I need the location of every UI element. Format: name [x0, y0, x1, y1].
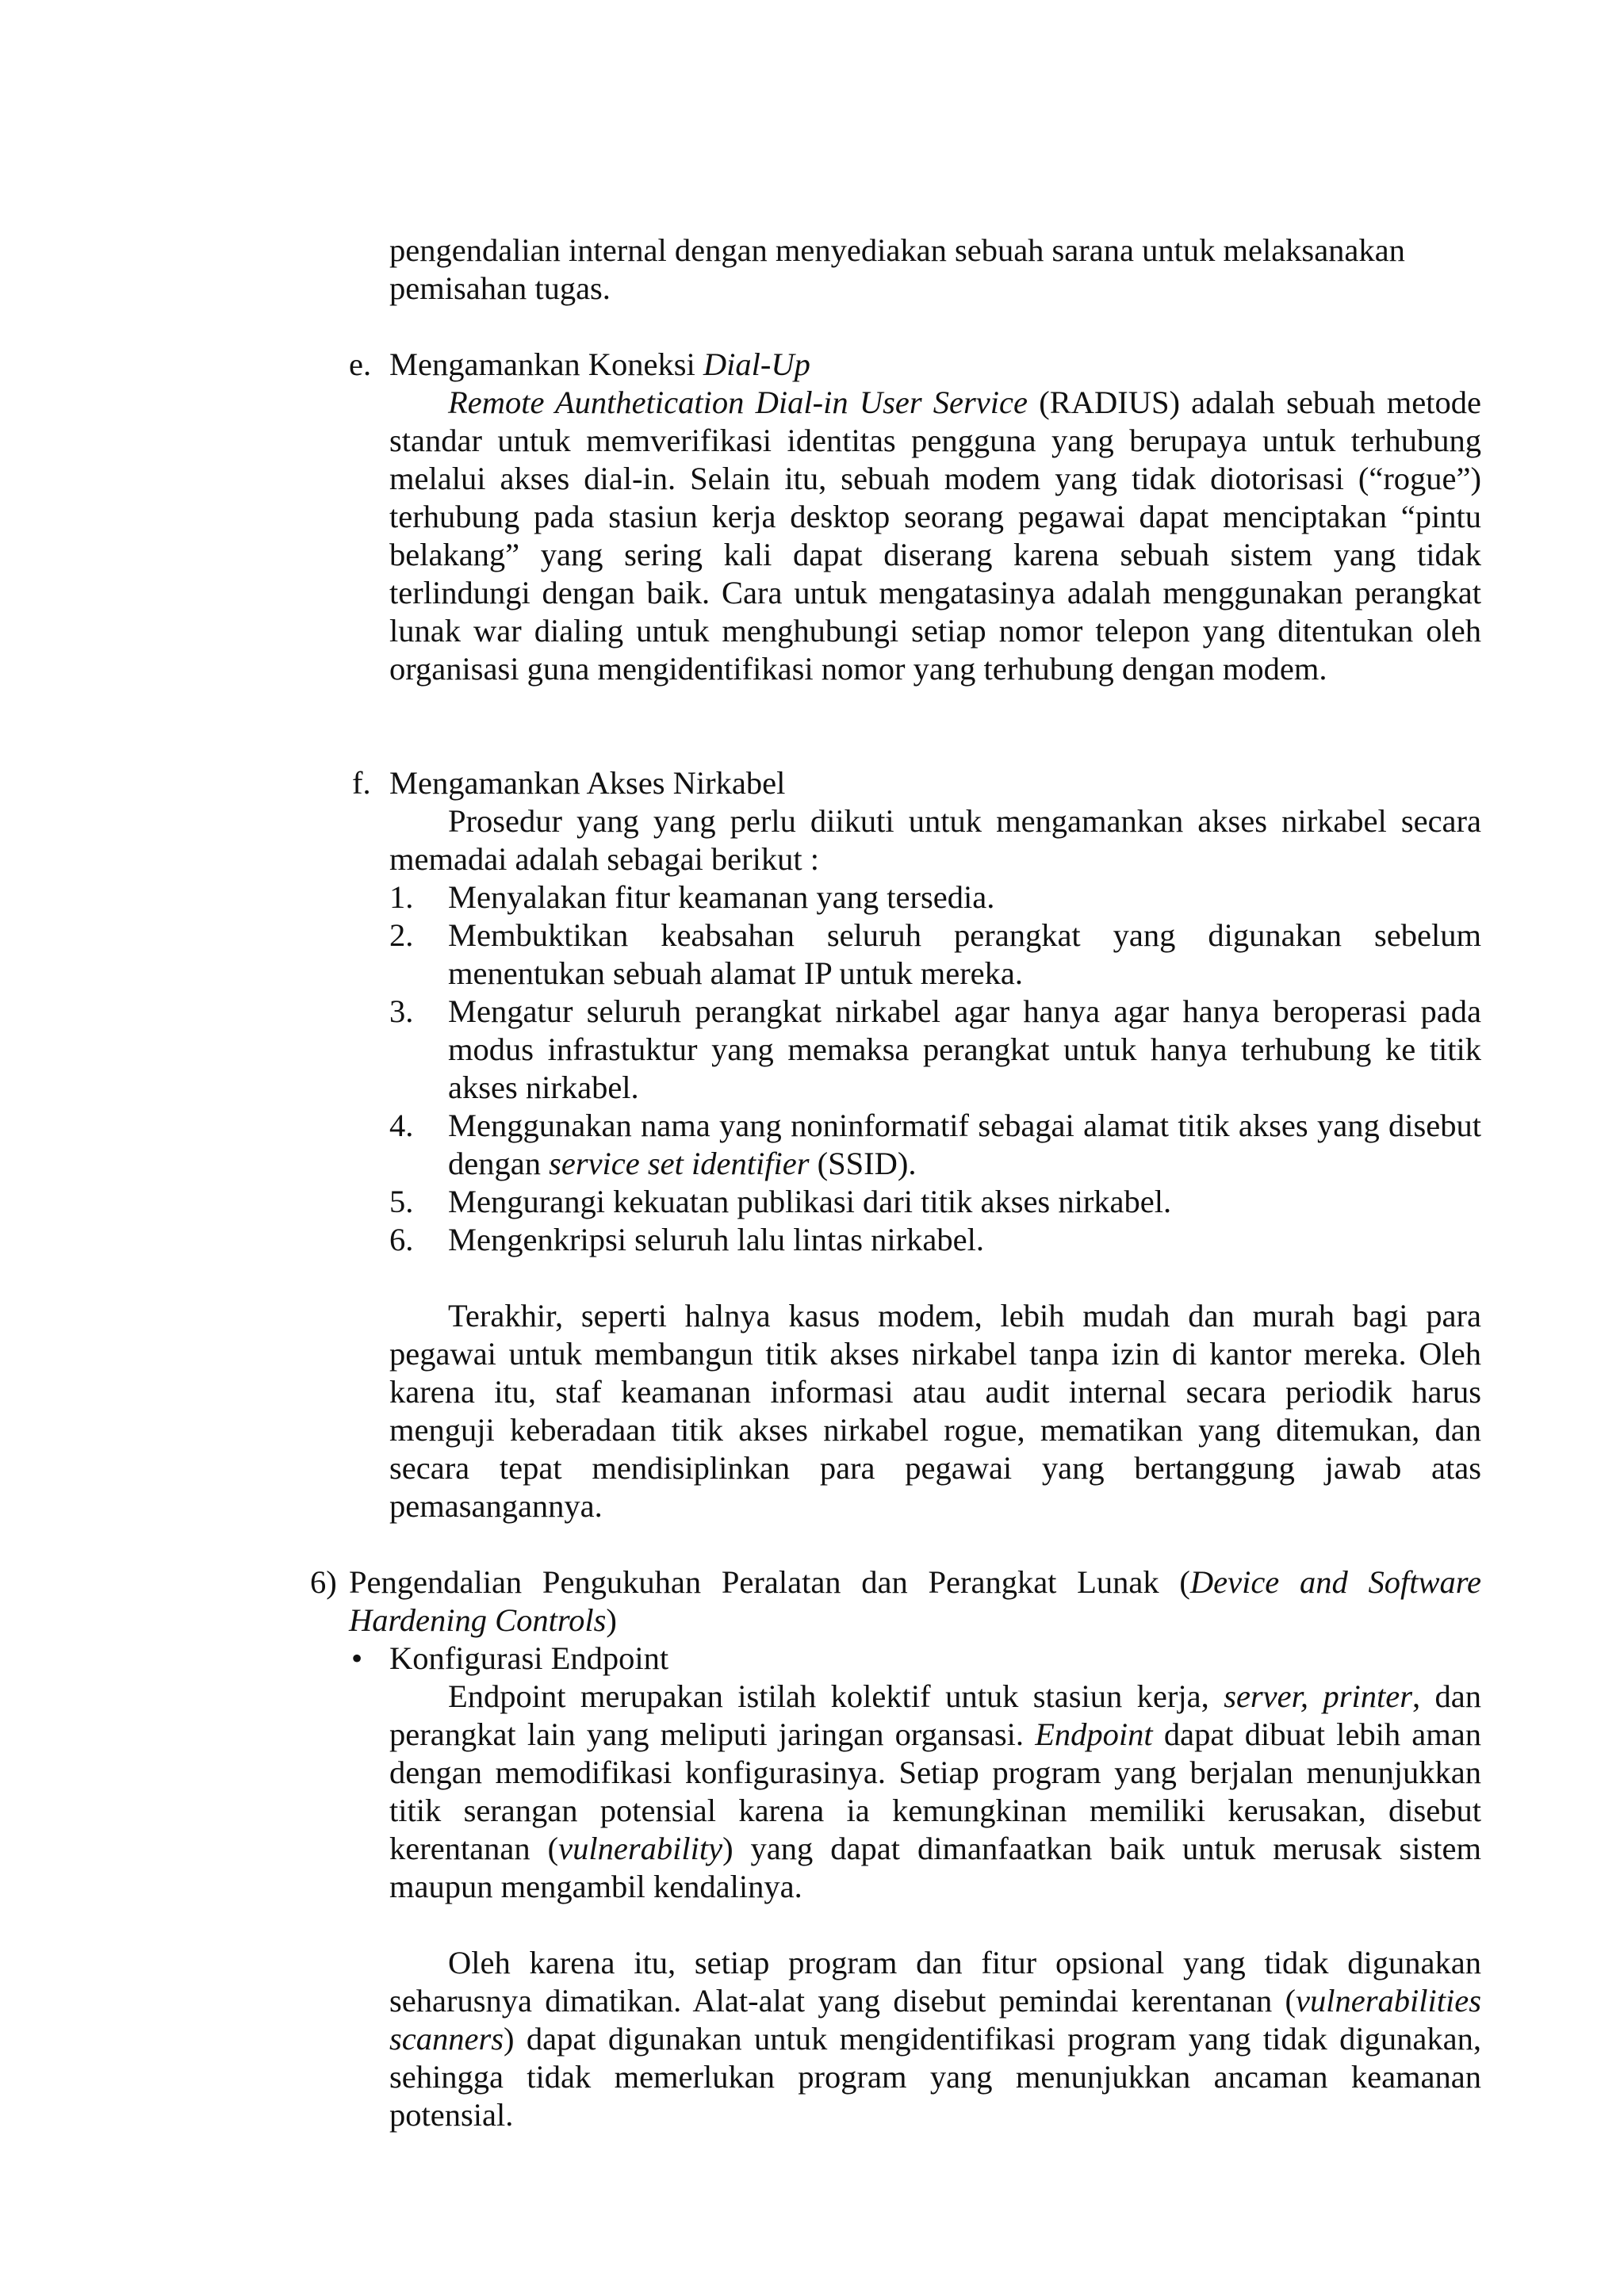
list-num-1: 1. — [389, 879, 414, 915]
section-6-heading-close: ) — [606, 1602, 617, 1638]
section-f-heading: Mengamankan Akses Nirkabel — [389, 765, 786, 801]
endpoint-p1-t1: Endpoint merupakan istilah kolektif untuk stasiun kerja, — [448, 1678, 1224, 1714]
scanner-p2-t1: Oleh karena itu, setiap program dan fitur opsional yang tidak digunakan seharusnya dimatikan. Alat-alat yang disebut pemindai kerentanan ( — [389, 1945, 1481, 2019]
section-e-paragraph — [389, 384, 1481, 688]
list-item-5: Mengurangi kekuatan publikasi dari titik akses nirkabel. — [448, 1184, 1172, 1219]
section-6-marker: 6) — [310, 1564, 337, 1600]
list-num-5: 5. — [389, 1184, 414, 1219]
section-e-heading-text: Mengamankan Koneksi — [389, 346, 703, 382]
section-f-intro: Prosedur yang yang perlu diikuti untuk mengamankan akses nirkabel secara memadai adalah sebagai berikut : — [389, 803, 1481, 877]
bullet-heading: Konfigurasi Endpoint — [389, 1640, 669, 1676]
intro-line-1: pengendalian internal dengan menyediakan sebuah sarana untuk melaksanakan — [389, 232, 1405, 268]
endpoint-p1-i3: vulnerability — [558, 1831, 723, 1866]
section-e-heading — [389, 346, 1481, 384]
list-item-4-text: Menggunakan nama yang noninformatif sebagai alamat titik akses yang disebut dengan — [448, 1108, 1481, 1181]
list-num-2: 2. — [389, 917, 414, 953]
list-item-4-after: (SSID). — [809, 1146, 917, 1181]
section-e-para-rest: metode standar untuk memverifikasi identitas pengguna yang berupaya untuk terhubung melalui akses dial-in. Selain itu, sebuah modem yang tidak diotorisasi (“rogue”) terhubung pada stasiun kerja desktop seorang pegawai dapat menciptakan “pintu belakang” yang sering kali dapat diserang karena sebuah sistem yang tidak terlindungi dengan baik. Cara untuk mengatasinya adalah menggunakan perangkat lunak war dialing untuk menghubungi setiap nomor telepon yang ditentukan oleh organisasi guna mengidentifikasi nomor yang terhubung dengan modem. — [389, 385, 1482, 687]
section-e-para-first-rest: (RADIUS) adalah sebuah — [1027, 385, 1376, 420]
list-item-2: Membuktikan keabsahan seluruh perangkat yang digunakan sebelum menentukan sebuah alamat IP untuk mereka. — [448, 917, 1481, 991]
section-f-marker: f. — [352, 765, 371, 801]
bullet-icon: • — [351, 1640, 363, 1676]
list-item-1: Menyalakan fitur keamanan yang tersedia. — [448, 879, 995, 915]
intro-paragraph — [389, 232, 1481, 308]
section-6-heading-text: Pengendalian Pengukuhan Peralatan dan Perangkat Lunak ( — [349, 1564, 1190, 1600]
scanner-p2-t2: ) dapat digunakan untuk mengidentifikasi program yang tidak digunakan, sehingga tidak memerlukan program yang menunjukkan ancaman keamanan potensial. — [389, 2021, 1481, 2133]
list-num-4: 4. — [389, 1108, 414, 1143]
list-item-3: Mengatur seluruh perangkat nirkabel agar hanya agar hanya beroperasi pada modus infrastuktur yang memaksa perangkat untuk hanya terhubung ke titik akses nirkabel. — [448, 993, 1481, 1105]
scanner-p2-i1: vulnerabilities scanners — [389, 1983, 1481, 2057]
radius-term: Remote Aunthetication Dial-in User Service — [448, 385, 1028, 420]
section-6-heading — [349, 1563, 1481, 1640]
section-e-heading-italic: Dial-Up — [703, 346, 810, 382]
ssid-term: service set identifier — [549, 1146, 810, 1181]
list-item-6: Mengenkripsi seluruh lalu lintas nirkabel. — [448, 1222, 984, 1257]
list-num-3: 3. — [389, 993, 414, 1029]
intro-line-2: pemisahan tugas. — [389, 270, 611, 306]
scanner-paragraph — [389, 1944, 1481, 2134]
endpoint-p1-i2: Endpoint — [1035, 1716, 1153, 1752]
endpoint-p1-t2: , dan perangkat lain yang meliputi jaringan organsasi. — [389, 1678, 1481, 1752]
endpoint-paragraph — [389, 1678, 1481, 1906]
section-6-heading-italic: Device and Software Hardening Controls — [349, 1564, 1482, 1638]
endpoint-p1-i1: server, printer — [1224, 1678, 1412, 1714]
endpoint-p1-t4: ) yang dapat dimanfaatkan baik untuk merusak sistem maupun mengambil kendalinya. — [389, 1831, 1481, 1904]
list-item-4 — [448, 1107, 1481, 1183]
list-num-6: 6. — [389, 1222, 414, 1257]
section-f-closing: Terakhir, seperti halnya kasus modem, lebih mudah dan murah bagi para pegawai untuk membangun titik akses nirkabel tanpa izin di kantor mereka. Oleh karena itu, staf keamanan informasi atau audit internal secara periodik harus menguji keberadaan titik akses nirkabel rogue, mematikan yang ditemukan, dan secara tepat mendisiplinkan para pegawai yang bertanggung jawab atas pemasangannya. — [389, 1298, 1481, 1524]
section-e-marker: e. — [349, 346, 372, 382]
endpoint-p1-t3: dapat dibuat lebih aman dengan memodifikasi konfigurasinya. Setiap program yang berjalan menunjukkan titik serangan potensial karena ia kemungkinan memiliki kerusakan, disebut kerentanan ( — [389, 1716, 1481, 1866]
